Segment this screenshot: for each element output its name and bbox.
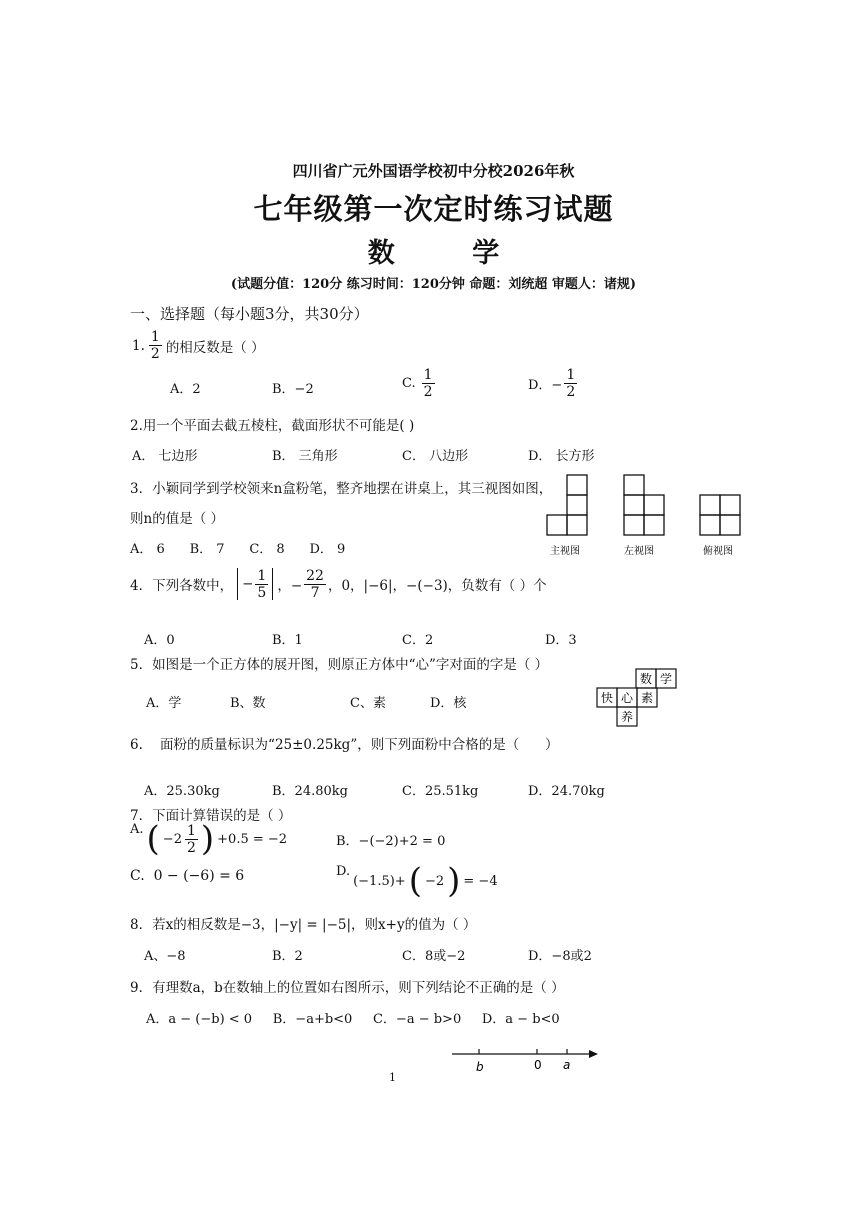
options-q3: A． 6 B． 7 C． 8 D． 9	[130, 542, 346, 557]
option-a: A．25.30kg	[144, 784, 220, 799]
question-3: 3．小颖同学到学校领来n盒粉笔，整齐地摆在讲桌上，其三视图如图，	[130, 481, 553, 497]
option-d: D．−8或2	[528, 949, 592, 964]
option-d: D．24.70kg	[528, 784, 605, 799]
option-c: C．25.51kg	[402, 784, 479, 799]
question-9: 9．有理数a，b在数轴上的位置如右图所示，则下列结论不正确的是（ ）	[130, 980, 565, 996]
option-c: C、素	[350, 696, 386, 711]
option-d: D． 长方形	[528, 449, 595, 464]
school-name: 四川省广元外国语学校初中分校2026年秋	[292, 162, 575, 180]
question-4: 4．下列各数中， − $\frac{1}{5}$ ，− $\frac{22}{7}$ ，0，|−6|，−(−3)，负数有（ ）个	[130, 567, 547, 601]
question-number: 1.	[132, 337, 145, 354]
question-1	[132, 330, 265, 361]
option-d: D．3	[545, 633, 577, 648]
option-d: D. (−1.5)+ ( −2 ) = −4	[336, 861, 498, 901]
net-cell: 快	[600, 691, 614, 705]
page-number: 1	[389, 1071, 396, 1084]
option-a: A．学	[146, 696, 182, 711]
option-d: D．− $\frac{1}{2}$	[528, 367, 576, 400]
option-c: C．8或−2	[402, 949, 466, 964]
option-b: B．2	[272, 949, 303, 964]
option-b: B．24.80kg	[272, 784, 348, 799]
top-view-label: 俯视图	[703, 546, 733, 557]
section-title: 一、选择题（每小题3分，共30分）	[130, 305, 369, 323]
three-views-figure	[540, 470, 750, 560]
front-view-label: 主视图	[550, 546, 580, 557]
number-line-figure	[448, 1045, 608, 1075]
option-b: B、数	[230, 696, 266, 711]
net-cell: 养	[620, 710, 634, 724]
option-a: A．2	[170, 382, 201, 397]
question-text: 的相反数是（ ）	[165, 339, 265, 356]
option-a: A． 七边形	[132, 449, 198, 464]
question-6: 6. 面粉的质量标识为“25±0.25kg”，则下列面粉中合格的是（ ）	[130, 737, 559, 753]
option-a: A、−8	[144, 949, 186, 964]
net-cell: 学	[659, 672, 673, 686]
option-d: D．核	[430, 696, 467, 711]
axis-label-a: a	[563, 1058, 571, 1072]
option-a: A．0	[144, 633, 175, 648]
exam-info: (试题分值：120分 练习时间：120分钟 命题：刘统超 审题人：诸规)	[230, 277, 637, 292]
net-cell: 数	[639, 672, 653, 686]
subject-title: 数 学	[367, 238, 534, 269]
net-cell: 心	[620, 691, 634, 705]
option-b: B．−2	[272, 382, 314, 397]
option-b: B． 三角形	[272, 449, 338, 464]
option-c: C. 0 − (−6) = 6	[130, 868, 245, 884]
axis-label-0: 0	[534, 1058, 542, 1072]
question-3-line2: 则n的值是（ ）	[130, 511, 224, 527]
net-cell: 素	[640, 691, 654, 705]
option-c: C． 八边形	[402, 449, 469, 464]
option-b: B．−(−2)+2 = 0	[336, 834, 446, 849]
option-c: C．2	[402, 633, 434, 648]
option-b: B．1	[272, 633, 303, 648]
axis-label-b: b	[476, 1060, 484, 1074]
left-view-label: 左视图	[624, 546, 654, 557]
question-5: 5．如图是一个正方体的展开图，则原正方体中“心”字对面的字是（ ）	[130, 657, 549, 673]
cube-net-figure	[596, 667, 680, 729]
question-8: 8．若x的相反数是−3，|−y| = |−5|，则x+y的值为（ ）	[130, 917, 477, 933]
fraction: $\frac{1}{2}$	[150, 329, 160, 362]
option-c: C. $\frac{1}{2}$	[402, 367, 433, 400]
question-7: 7．下面计算错误的是（ ）	[130, 808, 292, 824]
exam-title: 七年级第一次定时练习试题	[253, 192, 614, 226]
options-q9: A．a − (−b) < 0 B．−a+b<0 C．−a − b>0 D．a − b<0	[146, 1012, 560, 1027]
option-a: A. ( −2 $\frac{1}{2}$ ) +0.5 = −2	[130, 819, 288, 859]
question-2: 2.用一个平面去截五棱柱，截面形状不可能是( )	[130, 418, 415, 434]
